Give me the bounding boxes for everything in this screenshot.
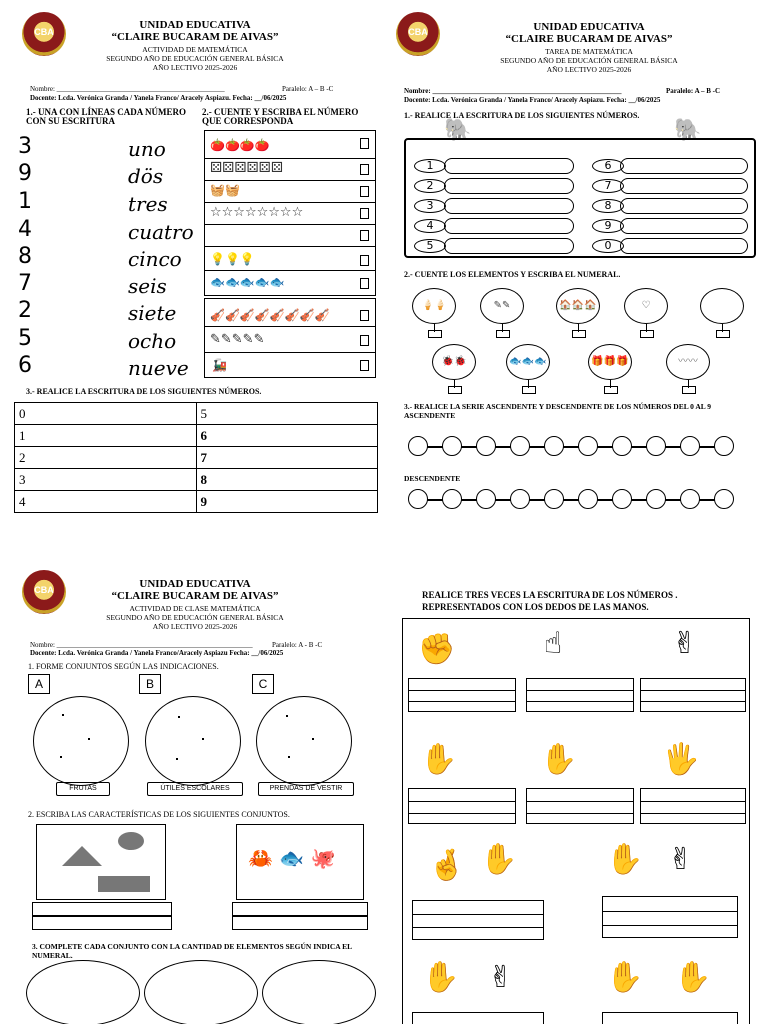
- word-item[interactable]: nueve: [128, 356, 189, 380]
- row-divider: [204, 246, 376, 247]
- dot: [202, 738, 204, 740]
- set-letter: B: [139, 674, 161, 694]
- answer-pot[interactable]: [522, 386, 536, 394]
- question-3: 3.- REALICE LA SERIE ASCENDENTE Y DESCENDENTE DE LOS NÚMEROS DEL 0 AL 9: [404, 402, 712, 411]
- count-tree: 🎁🎁🎁: [588, 344, 632, 380]
- school-name: “CLAIRE BUCARAM DE AIVAS”: [505, 33, 673, 45]
- row-divider: [204, 158, 376, 159]
- name-line[interactable]: Nombre: ________________________________________________: [30, 85, 225, 93]
- writing-lines[interactable]: [412, 1012, 544, 1024]
- paralelo: Paralelo: A – B -C: [282, 85, 334, 93]
- number-item[interactable]: 7: [18, 271, 32, 296]
- series-ring[interactable]: [612, 436, 632, 456]
- count-tree: 〰〰: [666, 344, 710, 380]
- violin-icon: 🎻🎻🎻🎻🎻🎻🎻🎻: [210, 308, 330, 322]
- school-name: “CLAIRE BUCARAM DE AIVAS”: [111, 590, 279, 602]
- elephant-icon: 🐘: [444, 118, 472, 143]
- writing-strip[interactable]: [620, 238, 748, 254]
- table-row: [15, 447, 378, 469]
- worksheet-class-activity: [0, 560, 384, 1024]
- table-cell[interactable]: 3: [15, 469, 197, 491]
- number-item[interactable]: 4: [18, 217, 32, 242]
- row-divider: [204, 352, 376, 353]
- set-oval[interactable]: [262, 960, 376, 1024]
- word-item[interactable]: seis: [128, 274, 167, 298]
- table-row: [15, 425, 378, 447]
- school-title: UNIDAD EDUCATIVA: [533, 21, 645, 33]
- question-1: 1.- REALICE LA ESCRITURA DE LOS SIGUIENTES NÚMEROS.: [404, 111, 640, 120]
- row-divider: [204, 224, 376, 225]
- writing-strip[interactable]: [444, 158, 574, 174]
- series-ring[interactable]: [510, 489, 530, 509]
- table-cell[interactable]: 8: [196, 469, 378, 491]
- series-ring[interactable]: [408, 436, 428, 456]
- question-3: 3.- REALICE LA ESCRITURA DE LOS SIGUIENTES NÚMEROS.: [26, 387, 262, 396]
- answer-line[interactable]: [232, 916, 368, 930]
- answer-checkbox[interactable]: [360, 278, 369, 289]
- table-cell[interactable]: 0: [15, 403, 197, 425]
- series-ring[interactable]: [714, 489, 734, 509]
- count-tree: 🍦🍦: [412, 288, 456, 324]
- dot: [288, 756, 290, 758]
- writing-strip[interactable]: [620, 218, 748, 234]
- table-cell[interactable]: 2: [15, 447, 197, 469]
- series-ring[interactable]: [510, 436, 530, 456]
- word-item[interactable]: cuatro: [128, 220, 194, 244]
- school-logo: CBA: [396, 12, 440, 56]
- set-oval[interactable]: [26, 960, 140, 1024]
- row-divider: [204, 326, 376, 327]
- number-item[interactable]: 9: [18, 161, 32, 186]
- star-icon: ☆☆☆☆☆☆☆☆: [210, 205, 304, 220]
- dot: [176, 758, 178, 760]
- series-ring[interactable]: [476, 489, 496, 509]
- docente-line: Docente: Lcda. Verónica Granda / Yanela Franco/Aracely Aspiazu Fecha: __/06/2025: [30, 649, 284, 657]
- elephant-icon: 🐘: [674, 118, 702, 143]
- five-fingers-icon: ✋: [606, 842, 644, 877]
- docente-line: Docente: Lcda. Verónica Granda / Yanela Franco/ Aracely Aspiazu. Fecha: __/06/2025: [404, 96, 661, 104]
- row-divider: [204, 270, 376, 271]
- writing-strip[interactable]: [620, 198, 748, 214]
- word-item[interactable]: uno: [128, 137, 166, 161]
- name-line[interactable]: Nombre: ________________________________________________________: [30, 641, 253, 649]
- answer-pot[interactable]: [572, 330, 586, 338]
- dice-icon: ⚄⚄⚄⚄⚄⚄: [210, 160, 284, 176]
- series-ring[interactable]: [544, 489, 564, 509]
- answer-pot[interactable]: [448, 386, 462, 394]
- lightbulb-icon: 💡💡💡: [210, 252, 255, 266]
- count-tree: [700, 288, 744, 324]
- writing-strip[interactable]: [444, 198, 574, 214]
- worksheet-hands: [384, 560, 768, 1024]
- question-2: 2.- CUENTE LOS ELEMENTOS Y ESCRIBA EL NUMERAL.: [404, 270, 621, 279]
- writing-lines[interactable]: [640, 788, 746, 824]
- number-item[interactable]: 3: [18, 134, 32, 159]
- word-item[interactable]: tres: [128, 192, 168, 216]
- row-divider: [204, 180, 376, 181]
- answer-checkbox[interactable]: [360, 310, 369, 321]
- table-cell[interactable]: 1: [15, 425, 197, 447]
- school-title: UNIDAD EDUCATIVA: [139, 19, 251, 31]
- number-item[interactable]: 2: [18, 298, 32, 323]
- question-2: 2.- CUENTE Y ESCRIBA EL NÚMERO QUE CORRESPONDA: [202, 107, 359, 126]
- answer-checkbox[interactable]: [360, 138, 369, 149]
- instruction-line-1: REALICE TRES VECES LA ESCRITURA DE LOS NÚMEROS .: [422, 590, 678, 600]
- count-tree: 🐞🐞: [432, 344, 476, 380]
- writing-table: [14, 402, 378, 513]
- set-letter: A: [28, 674, 50, 694]
- five-fingers-icon: ✋: [674, 960, 712, 995]
- set-circle-b[interactable]: [145, 696, 241, 786]
- two-fingers-icon: ✌: [668, 842, 694, 877]
- word-item[interactable]: cinco: [128, 247, 182, 271]
- instruction-line-2: REPRESENTADOS CON LOS DEDOS DE LAS MANOS.: [422, 602, 649, 612]
- number-oval: 0: [592, 239, 624, 253]
- answer-line[interactable]: [232, 902, 368, 916]
- series-ring[interactable]: [578, 489, 598, 509]
- grade-title: SEGUNDO AÑO DE EDUCACIÓN GENERAL BÁSICA: [106, 613, 284, 622]
- set-label: PRENDAS DE VESTIR: [258, 782, 354, 796]
- question-2: 2. ESCRIBA LAS CARACTERÍSTICAS DE LOS SIGUIENTES CONJUNTOS.: [28, 810, 290, 819]
- answer-checkbox[interactable]: [360, 255, 369, 266]
- writing-lines[interactable]: [412, 900, 544, 940]
- fish-icon: 🐟🐟🐟🐟🐟: [210, 275, 285, 289]
- number-oval: 2: [414, 179, 446, 193]
- answer-checkbox[interactable]: [360, 335, 369, 346]
- writing-strip[interactable]: [444, 178, 574, 194]
- activity-title: TAREA DE MATEMÁTICA: [545, 47, 633, 56]
- writing-lines[interactable]: [602, 896, 738, 938]
- series-ring[interactable]: [646, 436, 666, 456]
- table-row: [15, 491, 378, 513]
- descendente-label: DESCENDENTE: [404, 474, 461, 483]
- writing-strip[interactable]: [444, 218, 574, 234]
- worksheet-activity: [0, 0, 384, 530]
- four-fingers-icon: ✋: [540, 742, 578, 777]
- number-oval: 5: [414, 239, 446, 253]
- word-item[interactable]: siete: [128, 301, 177, 325]
- series-ring[interactable]: [442, 436, 462, 456]
- docente-line: Docente: Lcda. Verónica Granda / Yanela Franco/ Aracely Aspiazu. Fecha: __/06/2025: [30, 94, 287, 102]
- answer-checkbox[interactable]: [360, 164, 369, 175]
- writing-strip[interactable]: [444, 238, 574, 254]
- dot: [88, 738, 90, 740]
- count-tree: ✎✎: [480, 288, 524, 324]
- word-item[interactable]: dös: [128, 164, 164, 188]
- six-fingers-icon: 🤞: [428, 848, 466, 883]
- table-cell[interactable]: 7: [196, 447, 378, 469]
- paralelo: Paralelo: A - B -C: [272, 641, 323, 649]
- dot: [60, 756, 62, 758]
- rectangle-shape: [98, 876, 150, 892]
- fist-icon: ✊: [418, 632, 456, 667]
- dot: [62, 714, 64, 716]
- series-ring[interactable]: [680, 436, 700, 456]
- series-ring[interactable]: [442, 489, 462, 509]
- grade-title: SEGUNDO AÑO DE EDUCACIÓN GENERAL BÁSICA: [106, 54, 284, 63]
- set-letter: C: [252, 674, 274, 694]
- number-oval: 8: [592, 199, 624, 213]
- series-ring[interactable]: [408, 489, 428, 509]
- question-3: 3. COMPLETE CADA CONJUNTO CON LA CANTIDAD DE ELEMENTOS SEGÚN INDICA EL NUMERAL.: [32, 942, 352, 960]
- pencil-icon: ✎✎✎✎✎: [210, 332, 265, 347]
- two-fingers-icon: ✌: [488, 960, 514, 995]
- table-cell[interactable]: 4: [15, 491, 197, 513]
- answer-pot[interactable]: [682, 386, 696, 394]
- table-cell[interactable]: 6: [196, 425, 378, 447]
- count-tree: 🏠🏠🏠: [556, 288, 600, 324]
- answer-pot[interactable]: [496, 330, 510, 338]
- question-1: 1. FORME CONJUNTOS SEGÚN LAS INDICACIONES.: [28, 662, 219, 671]
- number-item[interactable]: 5: [18, 326, 32, 351]
- five-fingers-icon: ✋: [480, 842, 518, 877]
- activity-title: ACTIVIDAD DE CLASE MATEMÁTICA: [129, 604, 261, 613]
- grade-title: SEGUNDO AÑO DE EDUCACIÓN GENERAL BÁSICA: [500, 56, 678, 65]
- year-title: AÑO LECTIVO 2025-2026: [152, 63, 238, 72]
- two-fingers-icon: ✌: [672, 626, 698, 661]
- answer-line[interactable]: [32, 916, 172, 930]
- dot: [178, 716, 180, 718]
- answer-checkbox[interactable]: [360, 208, 369, 219]
- school-title: UNIDAD EDUCATIVA: [139, 578, 251, 590]
- dot: [312, 738, 314, 740]
- year-title: AÑO LECTIVO 2025-2026: [546, 65, 632, 74]
- writing-lines[interactable]: [526, 788, 634, 824]
- paralelo: Paralelo: A – B -C: [666, 87, 721, 95]
- worksheet-homework: [384, 0, 768, 530]
- five-fingers-icon: 🖐: [662, 742, 700, 777]
- school-logo: CBA: [22, 570, 66, 614]
- answer-pot[interactable]: [604, 386, 618, 394]
- writing-lines[interactable]: [640, 678, 746, 712]
- series-ring[interactable]: [714, 436, 734, 456]
- three-fingers-icon: ✋: [420, 742, 458, 777]
- row-divider: [204, 202, 376, 203]
- number-oval: 4: [414, 219, 446, 233]
- school-name: “CLAIRE BUCARAM DE AIVAS”: [111, 31, 279, 43]
- basket-icon: 🧺🧺: [210, 183, 240, 197]
- series-ring[interactable]: [578, 436, 598, 456]
- series-ring[interactable]: [476, 436, 496, 456]
- table-row: [15, 403, 378, 425]
- writing-strip[interactable]: [620, 158, 748, 174]
- number-oval: 6: [592, 159, 624, 173]
- five-fingers-icon: ✋: [422, 960, 460, 995]
- number-oval: 1: [414, 159, 446, 173]
- number-oval: 7: [592, 179, 624, 193]
- answer-pot[interactable]: [716, 330, 730, 338]
- answer-pot[interactable]: [640, 330, 654, 338]
- answer-checkbox[interactable]: [360, 186, 369, 197]
- series-ring[interactable]: [544, 436, 564, 456]
- writing-lines[interactable]: [526, 678, 634, 712]
- series-ring[interactable]: [680, 489, 700, 509]
- series-ring[interactable]: [612, 489, 632, 509]
- ascendente-label: ASCENDENTE: [404, 411, 456, 420]
- writing-lines[interactable]: [408, 678, 516, 712]
- count-tree: ♡: [624, 288, 668, 324]
- set-circle-a[interactable]: [33, 696, 129, 786]
- number-item[interactable]: 8: [18, 244, 32, 269]
- series-ring[interactable]: [646, 489, 666, 509]
- number-item[interactable]: 6: [18, 353, 32, 378]
- triangle-shape: [62, 846, 102, 866]
- dot: [286, 715, 288, 717]
- set-label: ÚTILES ESCOLARES: [147, 782, 243, 796]
- writing-lines[interactable]: [408, 788, 516, 824]
- year-title: AÑO LECTIVO 2025-2026: [152, 622, 238, 631]
- writing-lines[interactable]: [602, 1012, 738, 1024]
- school-logo: CBA: [22, 12, 66, 56]
- set-oval[interactable]: [144, 960, 258, 1024]
- count-tree: 🐟🐟🐟: [506, 344, 550, 380]
- answer-checkbox[interactable]: [360, 360, 369, 371]
- answer-line[interactable]: [32, 902, 172, 916]
- set-label: FRUTAS: [56, 782, 110, 796]
- sea-animals-icon: 🦀 🐟 🐙: [248, 846, 336, 870]
- set-circle-c[interactable]: [256, 696, 352, 786]
- word-item[interactable]: ocho: [128, 329, 177, 353]
- number-oval: 3: [414, 199, 446, 213]
- oval-shape: [118, 832, 144, 850]
- number-oval: 9: [592, 219, 624, 233]
- table-row: [15, 469, 378, 491]
- question-1: 1.- UNA CON LÍNEAS CADA NÚMERO CON SU ESCRITURA: [26, 107, 187, 126]
- number-item[interactable]: 1: [18, 189, 32, 214]
- one-finger-icon: ☝: [544, 626, 563, 661]
- table-cell[interactable]: 9: [196, 491, 378, 513]
- table-cell[interactable]: 5: [196, 403, 378, 425]
- writing-strip[interactable]: [620, 178, 748, 194]
- name-line[interactable]: Nombre: ______________________________________________________: [404, 87, 622, 95]
- five-fingers-icon: ✋: [606, 960, 644, 995]
- tomato-icon: 🍅🍅🍅🍅: [210, 138, 270, 152]
- train-icon: 🚂: [212, 358, 227, 372]
- activity-title: ACTIVIDAD DE MATEMÁTICA: [142, 45, 248, 54]
- answer-pot[interactable]: [428, 330, 442, 338]
- answer-checkbox[interactable]: [360, 230, 369, 241]
